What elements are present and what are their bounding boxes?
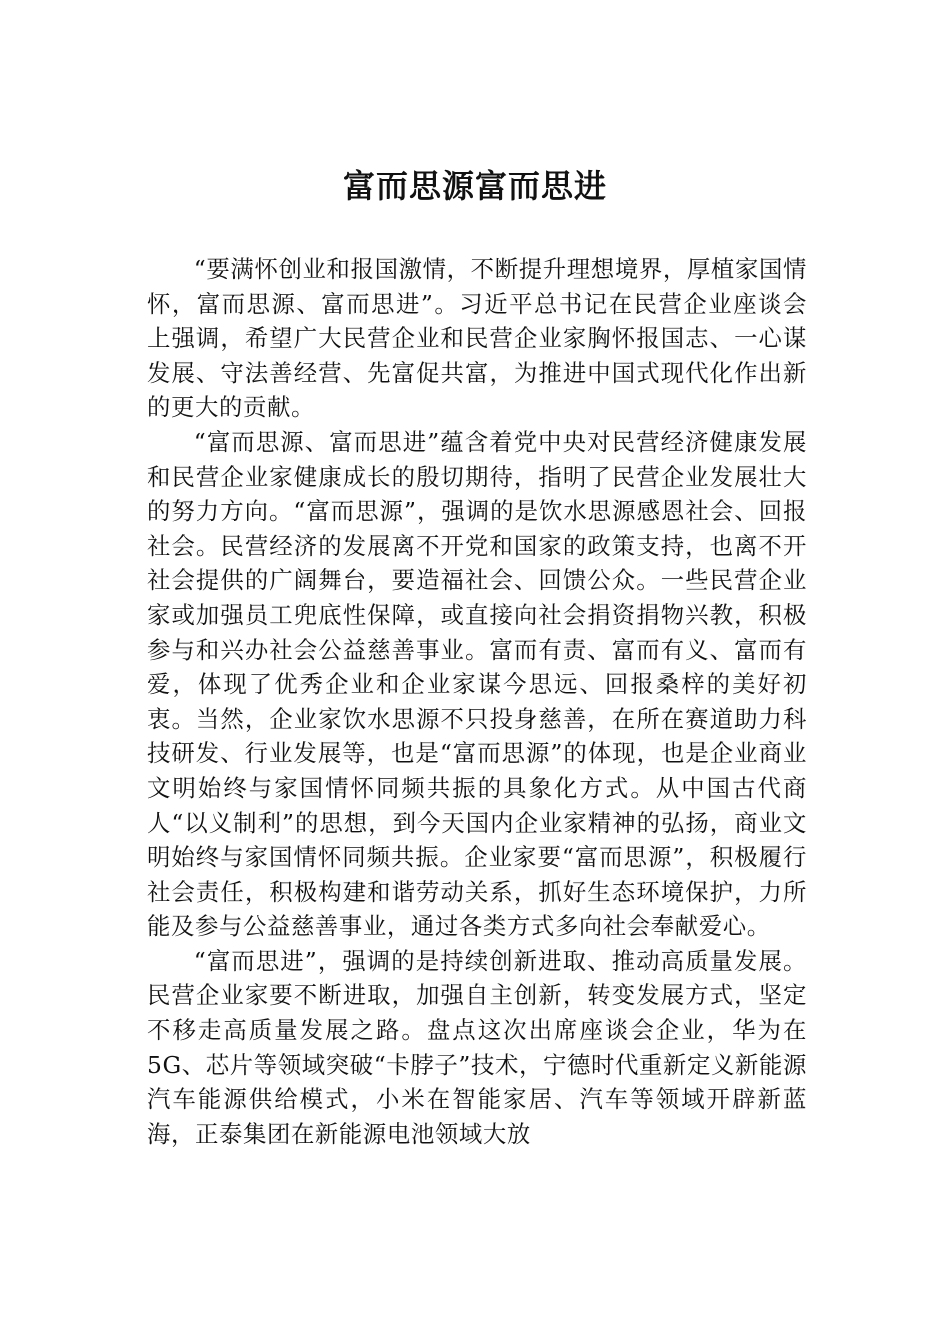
document-body: [147, 252, 807, 1151]
paragraph-1: “要满怀创业和报国激情，不断提升理想境界，厚植家国情怀，富而思源、富而思进”。习近平总书记在民营企业座谈会上强调，希望广大民营企业和民营企业家胸怀报国志、一心谋发展、守法善经营、先富促共富，为推进中国式现代化作出新的更大的贡献。: [147, 255, 807, 422]
paragraph-2: “富而思源、富而思进”蕴含着党中央对民营经济健康发展和民营企业家健康成长的殷切期待，指明了民营企业发展壮大的努力方向。“富而思源”，强调的是饮水思源感恩社会、回报社会。民营经济的发展离不开党和国家的政策支持，也离不开社会提供的广阔舞台，要造福社会、回馈公众。一些民营企业家或加强员工兜底性保障，或直接向社会捐资捐物兴教，积极参与和兴办社会公益慈善事业。富而有责、富而有义、富而有爱，体现了优秀企业和企业家谋今思远、回报桑梓的美好初衷。当然，企业家饮水思源不只投身慈善，在所在赛道助力科技研发、行业发展等，也是“富而思源”的体现，也是企业商业文明始终与家国情怀同频共振的具象化方式。从中国古代商人“以义制利”的思想，到今天国内企业家精神的弘扬，商业文明始终与家国情怀同频共振。企业家要“富而思源”，积极履行社会责任，积极构建和谐劳动关系，抓好生态环境保护，力所能及参与公益慈善事业，通过各类方式多向社会奉献爱心。: [147, 427, 807, 941]
paragraph-3: “富而思进”，强调的是持续创新进取、推动高质量发展。民营企业家要不断进取，加强自主创新，转变发展方式，坚定不移走高质量发展之路。盘点这次出席座谈会企业，华为在5G、芯片等领域突破“卡脖子”技术，宁德时代重新定义新能源汽车能源供给模式，小米在智能家居、汽车等领域开辟新蓝海，正泰集团在新能源电池领域大放: [147, 946, 807, 1148]
document-title: 富而思源富而思进: [342, 167, 607, 205]
